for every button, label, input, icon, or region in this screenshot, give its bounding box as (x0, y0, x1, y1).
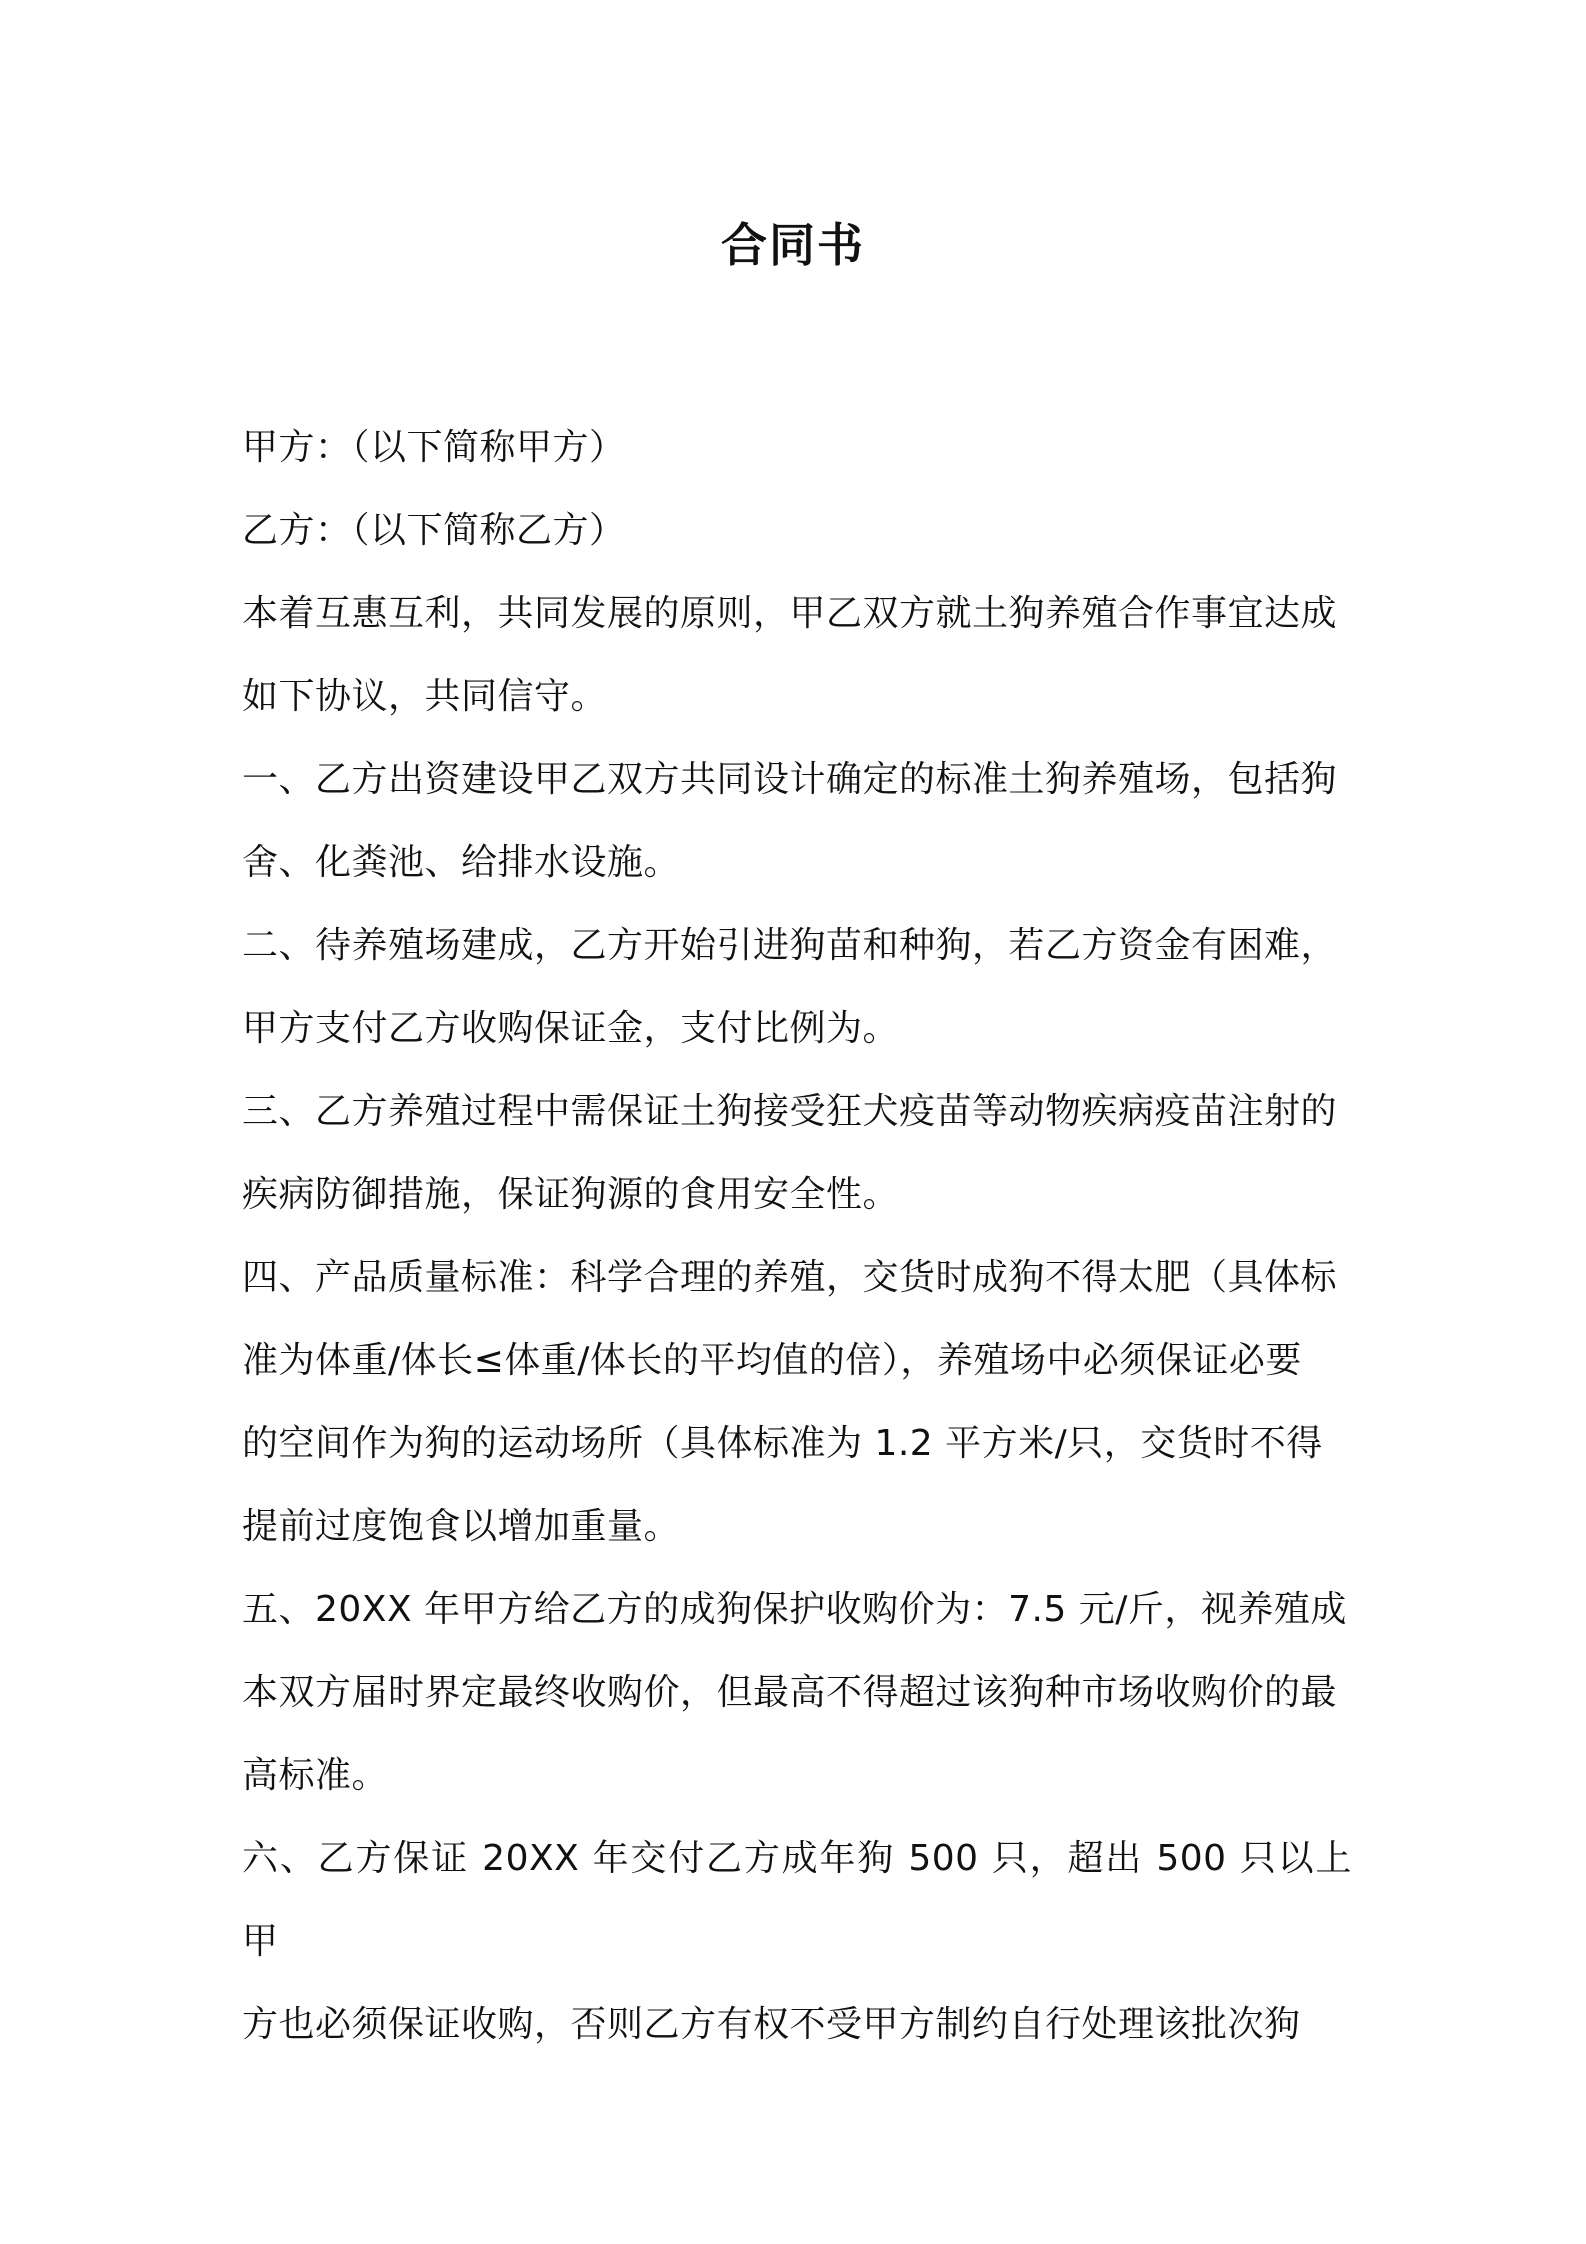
preamble-paragraph: 本着互惠互利，共同发展的原则，甲乙双方就土狗养殖合作事宜达成 如下协议，共同信守。 (242, 593, 1338, 717)
clause-1: 一、乙方出资建设甲乙双方共同设计确定的标准土狗养殖场，包括狗 舍、化粪池、给排水设施。 (242, 759, 1338, 883)
party-b-line: 乙方：（以下简称乙方） (242, 510, 626, 551)
party-a-line: 甲方：（以下简称甲方） (242, 427, 626, 468)
document-body (242, 406, 1352, 2066)
clause-5: 五、20XX 年甲方给乙方的成狗保护收购价为：7.5 元/斤，视养殖成 本双方届时界定最终收购价，但最高不得超过该狗种市场收购价的最 高标准。 (242, 1589, 1347, 1796)
clause-6: 六、乙方保证 20XX 年交付乙方成年狗 500 只，超出 500 只以上甲 方也必须保证收购，否则乙方有权不受甲方制约自行处理该批次狗 (242, 1838, 1352, 2045)
clause-3: 三、乙方养殖过程中需保证土狗接受狂犬疫苗等动物疾病疫苗注射的 疾病防御措施，保证狗源的食用安全性。 (242, 1091, 1338, 1215)
clause-4: 四、产品质量标准：科学合理的养殖，交货时成狗不得太肥（具体标 准为体重/体长≤体重/体长的平均值的倍），养殖场中必须保证必要 的空间作为狗的运动场所（具体标准为 1.2 平方米/只，交货时不得 提前过度饱食以增加重量。 (242, 1257, 1338, 1547)
clause-2: 二、待养殖场建成，乙方开始引进狗苗和种狗，若乙方资金有困难， 甲方支付乙方收购保证金，支付比例为。 (242, 925, 1338, 1049)
document-title: 合同书 (721, 218, 865, 272)
